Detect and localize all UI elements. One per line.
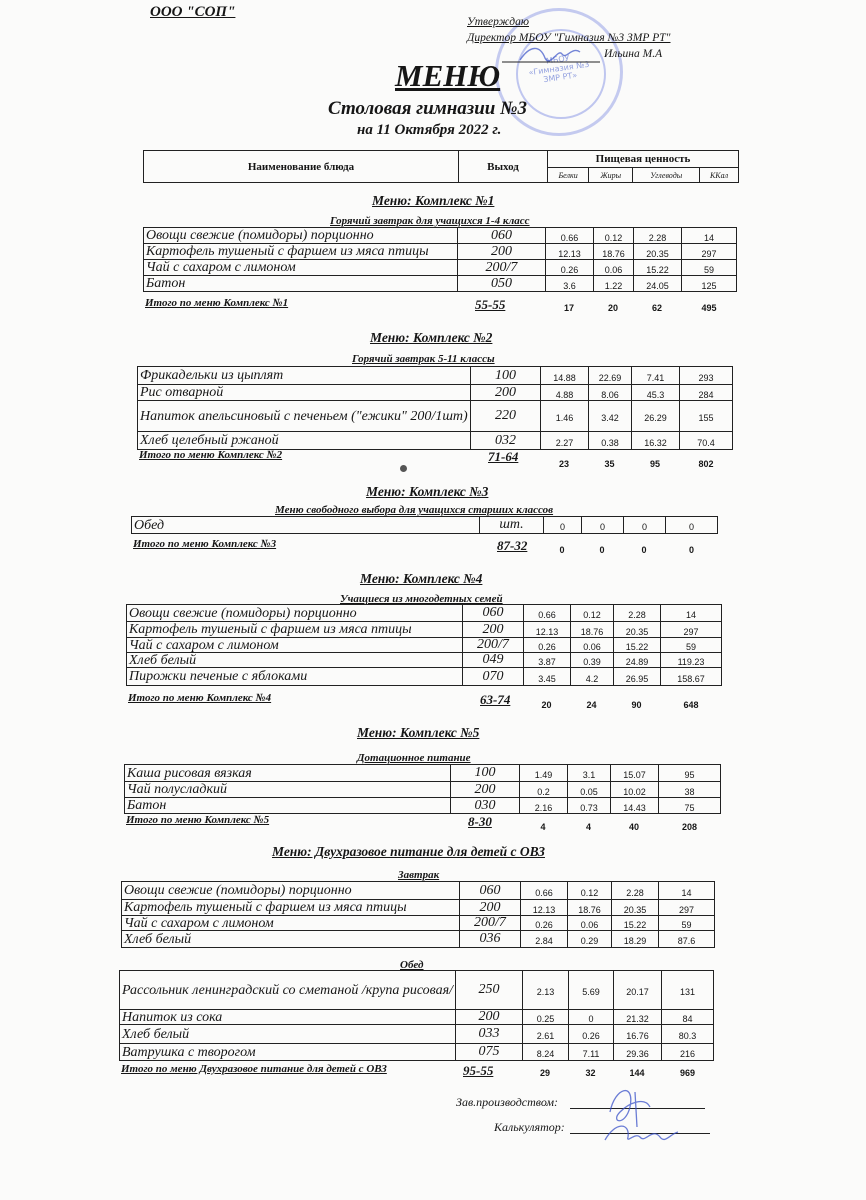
dish-output: 200: [470, 385, 540, 400]
dish-row: [137, 367, 733, 385]
dish-row: [131, 517, 718, 534]
dish-name: Фрикадельки из цыплят: [137, 367, 470, 384]
dish-carbs: 2.28: [633, 228, 681, 243]
total-output: 95-55: [463, 1063, 494, 1078]
dish-proteins: 3.45: [523, 668, 570, 685]
dish-name: Каша рисовая вязкая: [124, 765, 450, 781]
dish-carbs: 15.22: [633, 260, 681, 275]
dish-row: [121, 916, 715, 931]
dish-kcal: 297: [660, 622, 722, 637]
dish-output: 200/7: [462, 638, 523, 652]
page-subtitle: Столовая гимназии №3: [328, 98, 527, 119]
total-carbs: 40: [628, 822, 639, 832]
dish-name: Овощи свежие (помидоры) порционно: [143, 228, 457, 243]
dish-table: [137, 366, 733, 450]
dish-proteins: 3.6: [545, 276, 593, 291]
dish-carbs: 15.22: [611, 916, 658, 930]
dish-output: 200: [462, 622, 523, 637]
dish-carbs: 7.41: [631, 367, 679, 384]
dish-output: шт.: [479, 517, 543, 533]
dish-carbs: 24.05: [633, 276, 681, 291]
total-carbs: 90: [631, 700, 642, 710]
dish-name: Чай с сахаром с лимоном: [121, 916, 459, 930]
dish-table: [119, 970, 714, 1061]
dish-output: 075: [455, 1044, 522, 1060]
dish-row: [137, 385, 733, 401]
dish-proteins: 4.88: [540, 385, 588, 400]
dish-proteins: 2.27: [540, 432, 588, 449]
total-proteins: 0: [559, 545, 565, 555]
dish-row: [126, 605, 722, 622]
dish-fats: 3.1: [567, 765, 610, 781]
dish-fats: 18.76: [593, 244, 633, 259]
dish-name: Батон: [124, 798, 450, 813]
dish-kcal: 297: [658, 900, 715, 915]
dish-row: [119, 1044, 714, 1061]
complex-title: Меню: Комплекс №2: [370, 330, 493, 345]
dish-table: [124, 764, 721, 814]
dish-name: Напиток апельсиновый с печеньем ("ежики" 200/1шт): [137, 401, 470, 431]
dish-output: 049: [462, 653, 523, 667]
dish-output: 036: [459, 931, 520, 947]
total-label: Итого по меню Комплекс №5: [126, 814, 270, 826]
dish-output: 060: [462, 605, 523, 621]
dish-fats: 8.06: [588, 385, 631, 400]
complex-subtitle: Горячий завтрак для учащихся 1-4 класс: [330, 215, 530, 227]
dish-proteins: 0.66: [523, 605, 570, 621]
dish-kcal: 75: [658, 798, 721, 813]
dish-proteins: 0.26: [545, 260, 593, 275]
dish-proteins: 12.13: [545, 244, 593, 259]
dish-fats: 0.29: [567, 931, 611, 947]
dish-name: Картофель тушеный с фаршем из мяса птицы: [143, 244, 457, 259]
total-proteins: 29: [539, 1068, 550, 1078]
dish-row: [126, 622, 722, 638]
dish-fats: 0.26: [568, 1025, 613, 1043]
dish-fats: 5.69: [568, 971, 613, 1009]
total-carbs: 0: [641, 545, 647, 555]
dish-carbs: 16.32: [631, 432, 679, 449]
dish-carbs: 24.89: [613, 653, 660, 667]
dish-proteins: 0.25: [522, 1010, 568, 1024]
complex-subtitle: Горячий завтрак 5-11 классы: [352, 353, 495, 365]
dish-output: 200: [455, 1010, 522, 1024]
dish-kcal: 59: [681, 260, 737, 275]
total-fats: 32: [585, 1068, 596, 1078]
dish-kcal: 119.23: [660, 653, 722, 667]
organization-name: ООО "СОП": [150, 4, 236, 20]
complex-title: Меню: Комплекс №4: [360, 571, 483, 586]
dish-proteins: 2.84: [520, 931, 567, 947]
dish-proteins: 3.87: [523, 653, 570, 667]
dish-table: [131, 516, 718, 534]
dish-output: 250: [455, 971, 522, 1009]
lunch-label: Обед: [400, 959, 424, 971]
total-kcal: 0: [688, 545, 694, 555]
dish-proteins: 2.13: [522, 971, 568, 1009]
approve-label: Утверждаю: [467, 16, 529, 28]
dish-row: [119, 971, 714, 1010]
dish-fats: 0.12: [567, 882, 611, 899]
dish-name: Пирожки печеные с яблоками: [126, 668, 462, 685]
dish-kcal: 297: [681, 244, 737, 259]
dish-carbs: 2.28: [611, 882, 658, 899]
dish-kcal: 14: [681, 228, 737, 243]
dish-row: [124, 765, 721, 782]
dish-row: [121, 900, 715, 916]
dish-row: [124, 782, 721, 798]
dish-fats: 0: [568, 1010, 613, 1024]
dish-output: 033: [455, 1025, 522, 1043]
dish-kcal: 84: [661, 1010, 714, 1024]
dish-kcal: 155: [679, 401, 733, 431]
dish-proteins: 14.88: [540, 367, 588, 384]
dish-carbs: 26.29: [631, 401, 679, 431]
dish-name: Картофель тушеный с фаршем из мяса птицы: [126, 622, 462, 637]
dish-row: [126, 653, 722, 668]
complex-subtitle: Меню свободного выбора для учащихся старших классов: [275, 504, 554, 516]
dish-output: 032: [470, 432, 540, 449]
dish-fats: 0: [581, 517, 623, 533]
dish-row: [121, 882, 715, 900]
total-carbs: 62: [651, 303, 662, 313]
dish-kcal: 125: [681, 276, 737, 291]
total-output: 55-55: [475, 297, 506, 312]
total-carbs: 144: [629, 1068, 645, 1078]
dish-kcal: 158.67: [660, 668, 722, 685]
total-label: Итого по меню Комплекс №1: [145, 297, 289, 309]
dish-row: [119, 1010, 714, 1025]
dish-carbs: 2.28: [613, 605, 660, 621]
dish-fats: 4.2: [570, 668, 613, 685]
dish-output: 100: [450, 765, 519, 781]
dish-row: [137, 401, 733, 432]
dish-name: Рис отварной: [137, 385, 470, 400]
total-proteins: 17: [563, 303, 574, 313]
col-fats-header: Жиры: [589, 168, 633, 183]
total-label: Итого по меню Комплекс №2: [139, 449, 283, 461]
dish-carbs: 10.02: [610, 782, 658, 797]
dish-carbs: 20.35: [611, 900, 658, 915]
dish-carbs: 15.07: [610, 765, 658, 781]
dish-fats: 7.11: [568, 1044, 613, 1060]
dish-output: 060: [457, 228, 545, 243]
dish-fats: 0.06: [593, 260, 633, 275]
complex-title: Меню: Комплекс №5: [357, 725, 480, 740]
dish-fats: 18.76: [567, 900, 611, 915]
signature-icon: [590, 1082, 700, 1152]
dish-name: Чай полусладкий: [124, 782, 450, 797]
dish-kcal: 59: [660, 638, 722, 652]
dish-kcal: 284: [679, 385, 733, 400]
total-fats: 0: [599, 545, 605, 555]
dish-row: [126, 668, 722, 686]
total-kcal: 495: [701, 303, 717, 313]
dish-fats: 22.69: [588, 367, 631, 384]
dish-kcal: 131: [661, 971, 714, 1009]
total-fats: 24: [586, 700, 597, 710]
dish-carbs: 20.35: [613, 622, 660, 637]
dish-fats: 0.73: [567, 798, 610, 813]
complex-title: Меню: Комплекс №3: [366, 484, 489, 499]
col-carbs-header: Углеводы: [633, 168, 700, 183]
approve-name: Ильина М.А: [604, 48, 663, 60]
dish-name: Ватрушка с творогом: [119, 1044, 455, 1060]
dish-fats: 0.39: [570, 653, 613, 667]
dish-carbs: 20.35: [633, 244, 681, 259]
dish-fats: 0.06: [570, 638, 613, 652]
dish-row: [121, 931, 715, 948]
dish-output: 100: [470, 367, 540, 384]
total-kcal: 648: [683, 700, 699, 710]
dish-carbs: 45.3: [631, 385, 679, 400]
dish-carbs: 15.22: [613, 638, 660, 652]
dish-proteins: 0.66: [545, 228, 593, 243]
complex-subtitle: Учащиеся из многодетных семей: [340, 593, 503, 605]
dish-proteins: 12.13: [520, 900, 567, 915]
dish-carbs: 18.29: [611, 931, 658, 947]
dish-kcal: 0: [665, 517, 718, 533]
approve-director: Директор МБОУ "Гимназия №3 ЗМР РТ": [467, 32, 671, 44]
calculator-label: Калькулятор:: [494, 1120, 565, 1134]
dish-carbs: 29.36: [613, 1044, 661, 1060]
dish-name: Напиток из сока: [119, 1010, 455, 1024]
dish-name: Хлеб белый: [121, 931, 459, 947]
dish-name: Овощи свежие (помидоры) порционно: [126, 605, 462, 621]
dish-row: [126, 638, 722, 653]
dish-name: Чай с сахаром с лимоном: [126, 638, 462, 652]
dish-row: [143, 228, 737, 244]
punch-hole-mark: [400, 465, 407, 472]
col-nutrition-header: Пищевая ценность: [548, 151, 739, 168]
dish-proteins: 2.61: [522, 1025, 568, 1043]
dish-fats: 0.12: [593, 228, 633, 243]
dish-proteins: 12.13: [523, 622, 570, 637]
dish-kcal: 87.6: [658, 931, 715, 947]
total-proteins: 20: [541, 700, 552, 710]
dish-output: 050: [457, 276, 545, 291]
page-title: МЕНЮ: [395, 58, 501, 93]
dish-table: [143, 227, 737, 292]
seal-text: МБОУ «Гимназия №3 ЗМР РТ»: [527, 53, 590, 85]
dish-row: [143, 276, 737, 292]
dish-kcal: 293: [679, 367, 733, 384]
dish-table: [126, 604, 722, 686]
dish-table: [121, 881, 715, 948]
col-name-header: Наименование блюда: [144, 151, 459, 183]
dish-name: Рассольник ленинградский со сметаной /крупа рисовая/: [119, 971, 455, 1009]
dish-carbs: 20.17: [613, 971, 661, 1009]
total-kcal: 802: [698, 459, 714, 469]
dish-name: Хлеб целебный ржаной: [137, 432, 470, 449]
dish-proteins: 2.16: [519, 798, 567, 813]
dish-proteins: 1.49: [519, 765, 567, 781]
dish-row: [124, 798, 721, 814]
dish-output: 220: [470, 401, 540, 431]
dish-proteins: 0.26: [523, 638, 570, 652]
dish-name: Обед: [131, 517, 479, 533]
total-label: Итого по меню Комплекс №3: [133, 538, 277, 550]
dish-kcal: 80.3: [661, 1025, 714, 1043]
dish-kcal: 38: [658, 782, 721, 797]
dish-output: 200: [450, 782, 519, 797]
dish-row: [143, 260, 737, 276]
dish-kcal: 59: [658, 916, 715, 930]
dish-kcal: 70.4: [679, 432, 733, 449]
dish-output: 030: [450, 798, 519, 813]
dish-row: [137, 432, 733, 450]
ovz-title: Меню: Двухразовое питание для детей с ОВЗ: [272, 844, 545, 859]
production-head-label: Зав.производством:: [456, 1095, 559, 1109]
dish-kcal: 216: [661, 1044, 714, 1060]
dish-proteins: 1.46: [540, 401, 588, 431]
total-output: 8-30: [468, 814, 492, 829]
total-output: 71-64: [488, 449, 519, 464]
col-kcal-header: ККал: [700, 168, 739, 183]
dish-kcal: 14: [658, 882, 715, 899]
dish-carbs: 26.95: [613, 668, 660, 685]
dish-fats: 0.38: [588, 432, 631, 449]
dish-carbs: 14.43: [610, 798, 658, 813]
dish-proteins: 8.24: [522, 1044, 568, 1060]
dish-fats: 18.76: [570, 622, 613, 637]
dish-name: Хлеб белый: [119, 1025, 455, 1043]
total-output: 87-32: [497, 538, 528, 553]
menu-date: на 11 Октября 2022 г.: [357, 122, 502, 138]
dish-name: Овощи свежие (помидоры) порционно: [121, 882, 459, 899]
dish-output: 200: [457, 244, 545, 259]
dish-kcal: 95: [658, 765, 721, 781]
dish-kcal: 14: [660, 605, 722, 621]
dish-output: 070: [462, 668, 523, 685]
dish-row: [143, 244, 737, 260]
complex-title: Меню: Комплекс №1: [372, 193, 495, 208]
total-fats: 35: [604, 459, 615, 469]
total-kcal: 208: [681, 822, 698, 832]
complex-subtitle: Дотационное питание: [357, 752, 471, 764]
dish-name: Чай с сахаром с лимоном: [143, 260, 457, 275]
total-output: 63-74: [480, 692, 511, 707]
dish-fats: 0.05: [567, 782, 610, 797]
total-kcal: 969: [679, 1068, 696, 1078]
dish-carbs: 16.76: [613, 1025, 661, 1043]
total-proteins: 23: [558, 459, 569, 469]
total-fats: 20: [607, 303, 618, 313]
col-proteins-header: Белки: [548, 168, 589, 183]
col-output-header: Выход: [459, 151, 548, 183]
dish-fats: 1.22: [593, 276, 633, 291]
total-carbs: 95: [649, 459, 660, 469]
dish-carbs: 0: [623, 517, 665, 533]
dish-carbs: 21.32: [613, 1010, 661, 1024]
dish-output: 200/7: [457, 260, 545, 275]
total-label: Итого по меню Комплекс №4: [128, 692, 272, 704]
dish-output: 060: [459, 882, 520, 899]
dish-name: Картофель тушеный с фаршем из мяса птицы: [121, 900, 459, 915]
dish-output: 200/7: [459, 916, 520, 930]
director-signature-icon: [500, 40, 650, 70]
dish-proteins: 0.66: [520, 882, 567, 899]
dish-fats: 0.06: [567, 916, 611, 930]
dish-row: [119, 1025, 714, 1044]
dish-proteins: 0: [543, 517, 581, 533]
dish-fats: 3.42: [588, 401, 631, 431]
dish-proteins: 0.2: [519, 782, 567, 797]
total-proteins: 4: [540, 822, 546, 832]
dish-output: 200: [459, 900, 520, 915]
dish-name: Батон: [143, 276, 457, 291]
total-label: Итого по меню Двухразовое питание для детей с ОВЗ: [121, 1063, 387, 1075]
breakfast-label: Завтрак: [398, 869, 440, 881]
dish-name: Хлеб белый: [126, 653, 462, 667]
dish-fats: 0.12: [570, 605, 613, 621]
total-fats: 4: [585, 822, 591, 832]
column-header-table: [143, 150, 739, 183]
dish-proteins: 0.26: [520, 916, 567, 930]
